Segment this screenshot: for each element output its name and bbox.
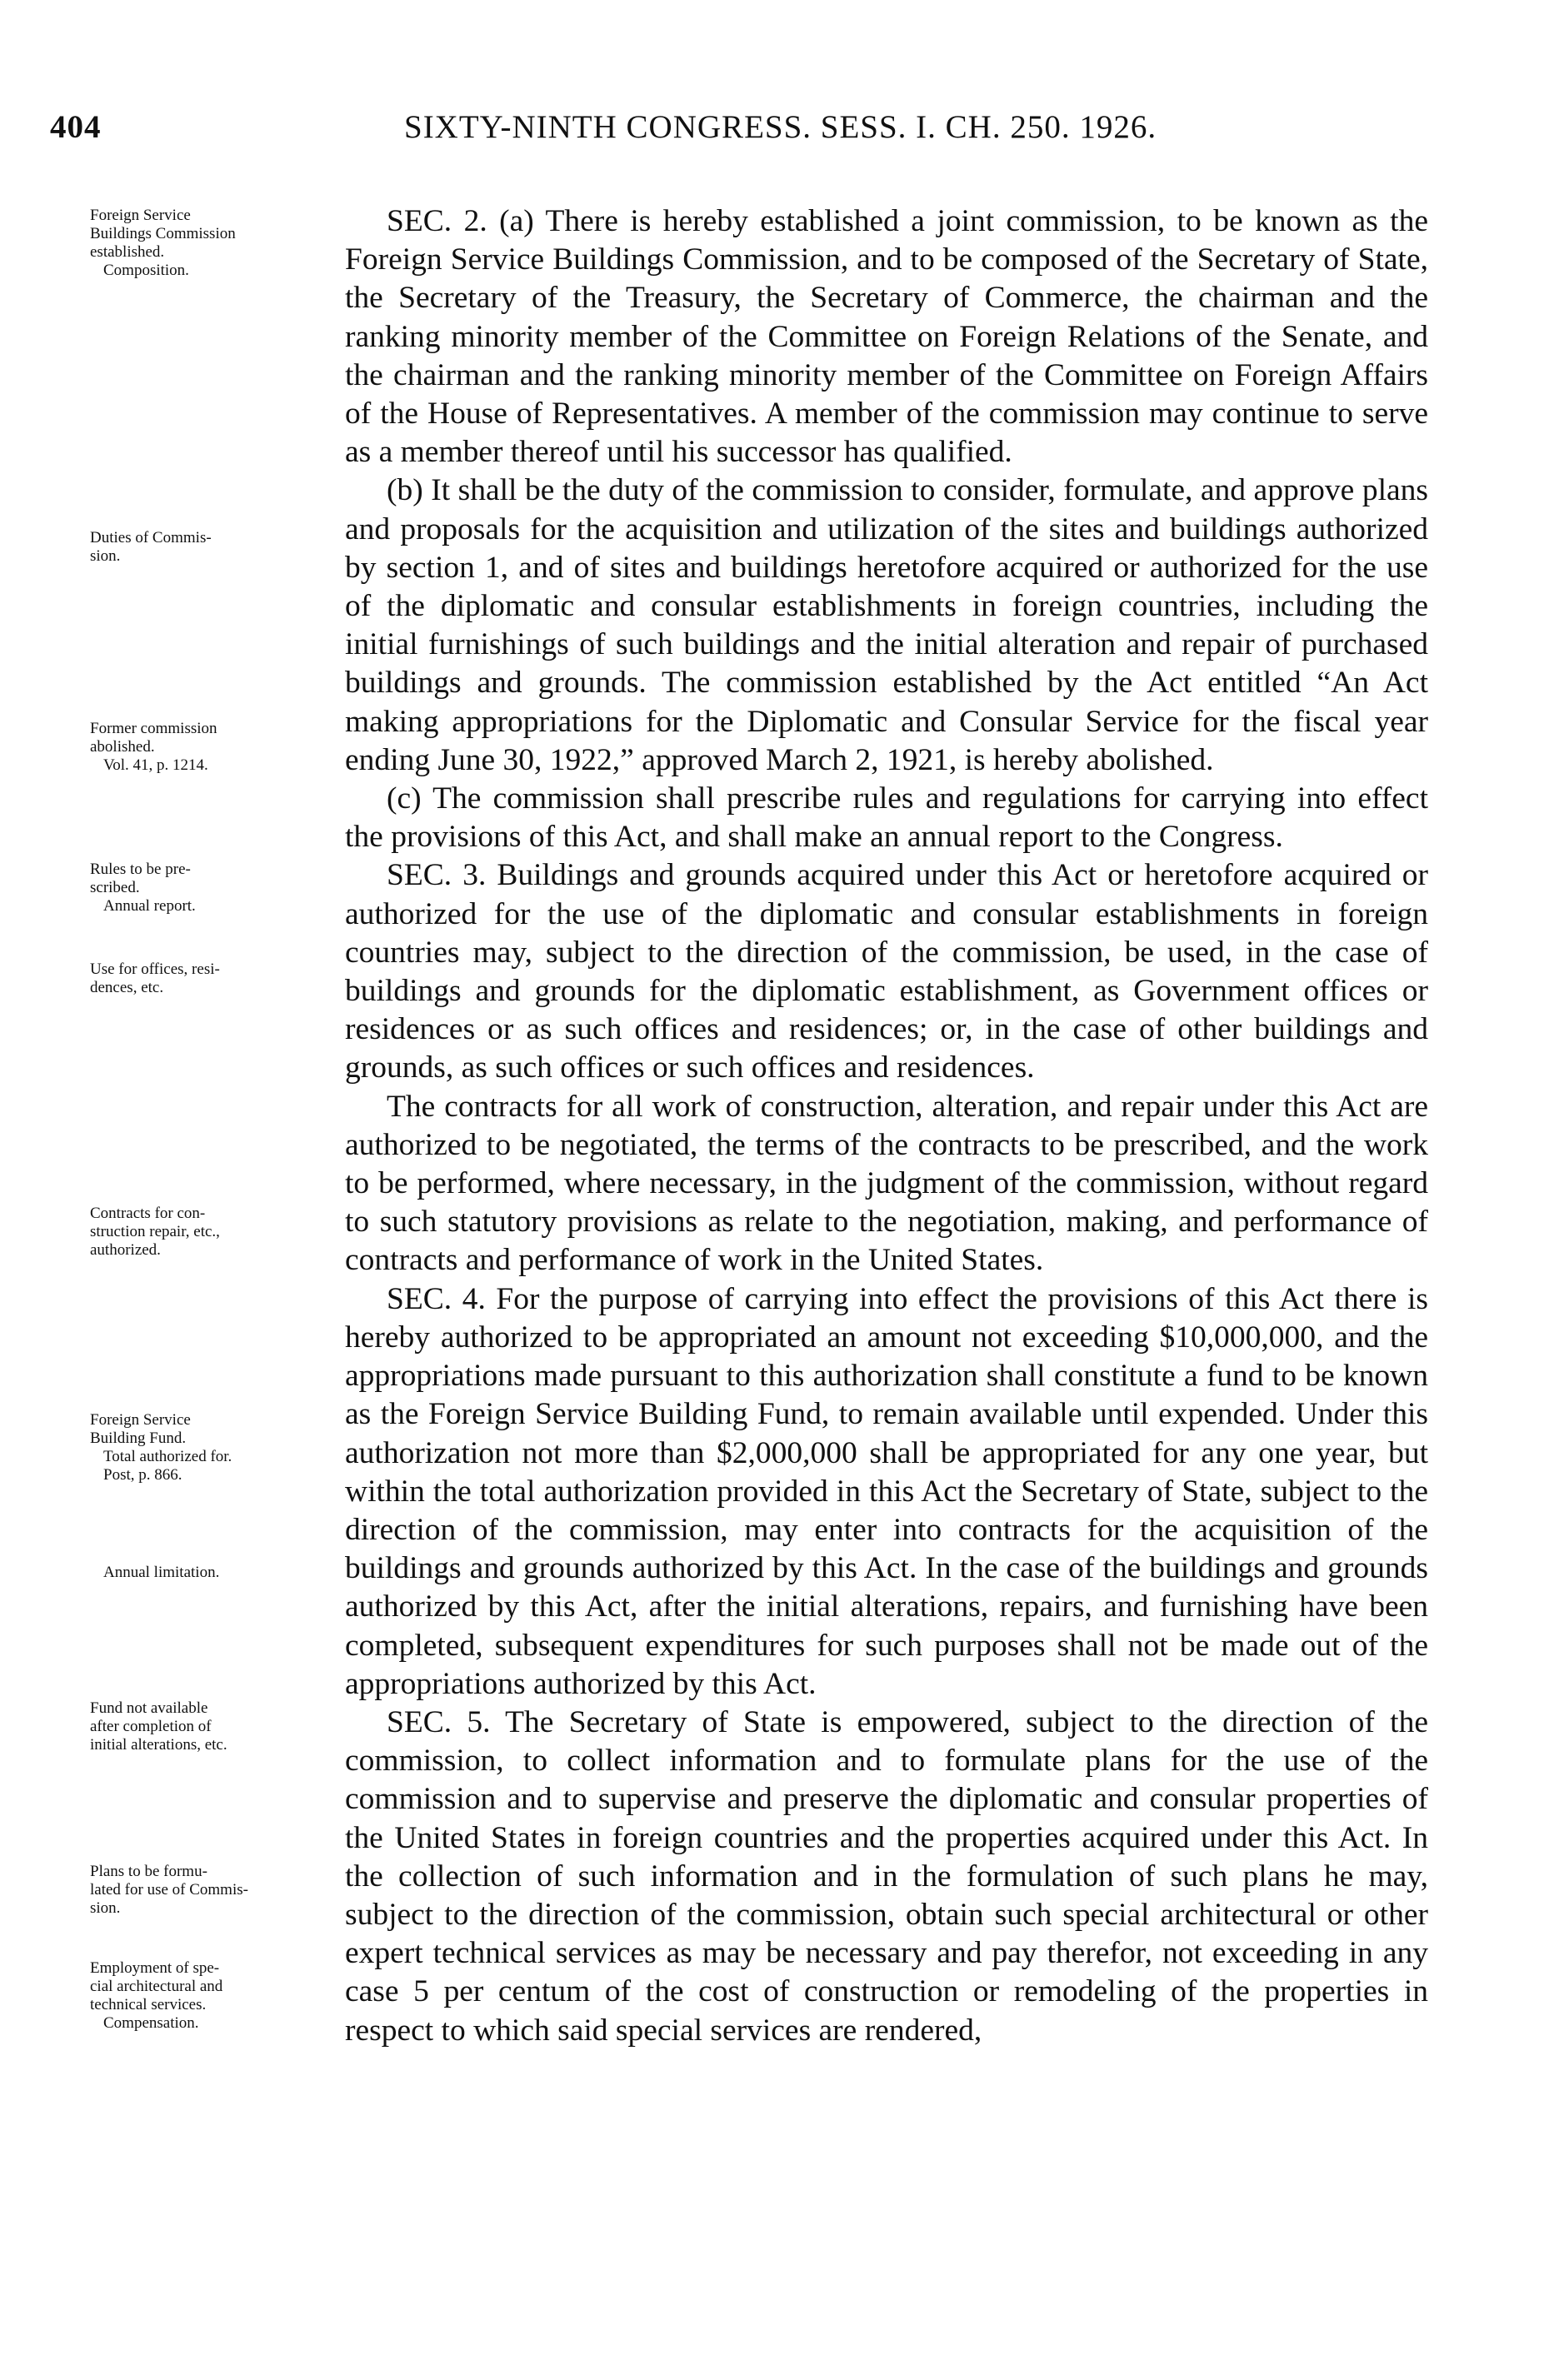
margin-note-line: Annual limitation. (103, 1564, 220, 1581)
margin-note (90, 1564, 340, 1582)
margin-note (90, 720, 340, 775)
margin-note-line: Plans to be formu- (90, 1863, 207, 1880)
margin-note-line: technical services. (90, 1996, 207, 2013)
margin-note (90, 207, 340, 280)
margin-note-line: sion. (90, 547, 121, 565)
margin-note-line: Contracts for con- (90, 1205, 206, 1222)
running-header (50, 108, 1433, 167)
running-title: SIXTY-NINTH CONGRESS. SESS. I. CH. 250. 1926. (404, 109, 1157, 145)
margin-note-line: cial architectural and (90, 1978, 223, 1995)
margin-note-line: authorized. (90, 1241, 161, 1259)
margin-note (90, 1411, 340, 1484)
margin-note (90, 1863, 340, 1918)
margin-note (90, 1959, 340, 2033)
margin-note-line: Compensation. (103, 2014, 199, 2032)
section-3: SEC. 3. Buildings and grounds acquired under this Act or heretofore acquired or authorized for the use of the diplomatic and consular establishments in foreign countries may, subject to the direction of the commission, be used, in the case of buildings and grounds for the diplomatic establishment, as Government offices or residences or as such offices and residences; or, in the case of other buildings and grounds, as such offices or such offices and residences. (345, 858, 1428, 1085)
margin-note-line: established. (90, 243, 165, 261)
margin-note-line: Post, p. 866. (103, 1466, 182, 1484)
margin-note-line: scribed. (90, 879, 140, 896)
margin-note-line: Use for offices, resi- (90, 960, 220, 978)
margin-note-line: Duties of Commis- (90, 529, 212, 546)
margin-note-line: Former commission (90, 720, 217, 737)
margin-note-line: Composition. (103, 262, 189, 279)
section-5: SEC. 5. The Secretary of State is empowered, subject to the direction of the commission, to collect information and to formulate plans for the use of the commission and to supervise and preserve the diplomatic and consular properties of the United States in foreign countries and the properties acquired under this Act. In the collection of such information and in the formulation of such plans he may, subject to the direction of the commission, obtain such special architectural or other expert technical services as may be necessary and pay therefor, not exceeding in any case 5 per centum of the cost of construction or remodeling of the properties in respect to which said special services are rendered, (345, 1704, 1428, 2048)
margin-note-line: Annual report. (103, 897, 196, 915)
margin-note-line: Rules to be pre- (90, 861, 191, 878)
section-2-b: (b) It shall be the duty of the commission to consider, formulate, and approve plans and proposals for the acquisition and utilization of the sites and buildings authorized by section 1, and of sites and buildings heretofore acquired or authorized for the use of the diplomatic and consular establishments in foreign countries, including the initial furnishings of such buildings and the initial alteration and repair of purchased buildings and grounds. The commission established by the Act entitled “An Act making appropriations for the Diplomatic and Consular Service for the fiscal year ending June 30, 1922,” approved March 2, 1921, is hereby abolished. (345, 473, 1428, 777)
margin-note (90, 960, 340, 997)
margin-note-line: Building Fund. (90, 1429, 187, 1447)
margin-note-line: initial alterations, etc. (90, 1736, 227, 1754)
margin-note-line: Buildings Commission (90, 225, 236, 242)
margin-note-line: Vol. 41, p. 1214. (103, 756, 208, 774)
margin-note-line: Foreign Service (90, 1411, 191, 1429)
margin-note (90, 861, 340, 916)
margin-note-line: dences, etc. (90, 979, 164, 996)
margin-note-line: abolished. (90, 738, 155, 756)
section-3-contracts: The contracts for all work of construction, alteration, and repair under this Act are authorized to be negotiated, the terms of the contracts to be prescribed, and the work to be performed, where necessary, in the judgment of the commission, without regard to such statutory provisions as relate to the negotiation, making, and performance of contracts and performance of work in the United States. (345, 1089, 1428, 1278)
margin-note-line: Total authorized for. (103, 1448, 232, 1465)
section-2-a: SEC. 2. (a) There is hereby established a joint commission, to be known as the Foreign Service Buildings Commission, and to be composed of the Secretary of State, the Secretary of the Treasury, the Secretary of Commerce, the chairman and the ranking minority member of the Committee on Foreign Relations of the Senate, and the chairman and the ranking minority member of the Committee on Foreign Affairs of the House of Representatives. A member of the commission may continue to serve as a member thereof until his successor has qualified. (345, 204, 1428, 470)
section-2-c: (c) The commission shall prescribe rules and regulations for carrying into effect the provisions of this Act, and shall make an annual report to the Congress. (345, 781, 1428, 855)
margin-note-line: after completion of (90, 1718, 212, 1735)
margin-note-line: lated for use of Commis- (90, 1881, 248, 1899)
margin-note-line: Employment of spe- (90, 1959, 220, 1977)
margin-note (90, 1205, 340, 1260)
statute-text (345, 202, 1428, 2050)
margin-note-line: sion. (90, 1899, 121, 1917)
page-number: 404 (50, 109, 102, 145)
margin-note (90, 1699, 340, 1754)
margin-note (90, 529, 340, 566)
margin-note-line: Fund not available (90, 1699, 208, 1717)
margin-note-line: Foreign Service (90, 207, 191, 224)
section-4: SEC. 4. For the purpose of carrying into effect the provisions of this Act there is hereby authorized to be appropriated an amount not exceeding $10,000,000, and the appropriations made pursuant to this authorization shall constitute a fund to be known as the Foreign Service Building Fund, to remain available until expended. Under this authorization not more than $2,000,000 shall be appropriated for any one year, but within the total authorization provided in this Act the Secretary of State, subject to the direction of the commission, may enter into contracts for the acquisition of the buildings and grounds authorized by this Act. In the case of the buildings and grounds authorized by this Act, after the initial alterations, repairs, and furnishing have been completed, subsequent expenditures for such purposes shall not be made out of the appropriations authorized by this Act. (345, 1281, 1428, 1701)
margin-note-line: struction repair, etc., (90, 1223, 220, 1240)
